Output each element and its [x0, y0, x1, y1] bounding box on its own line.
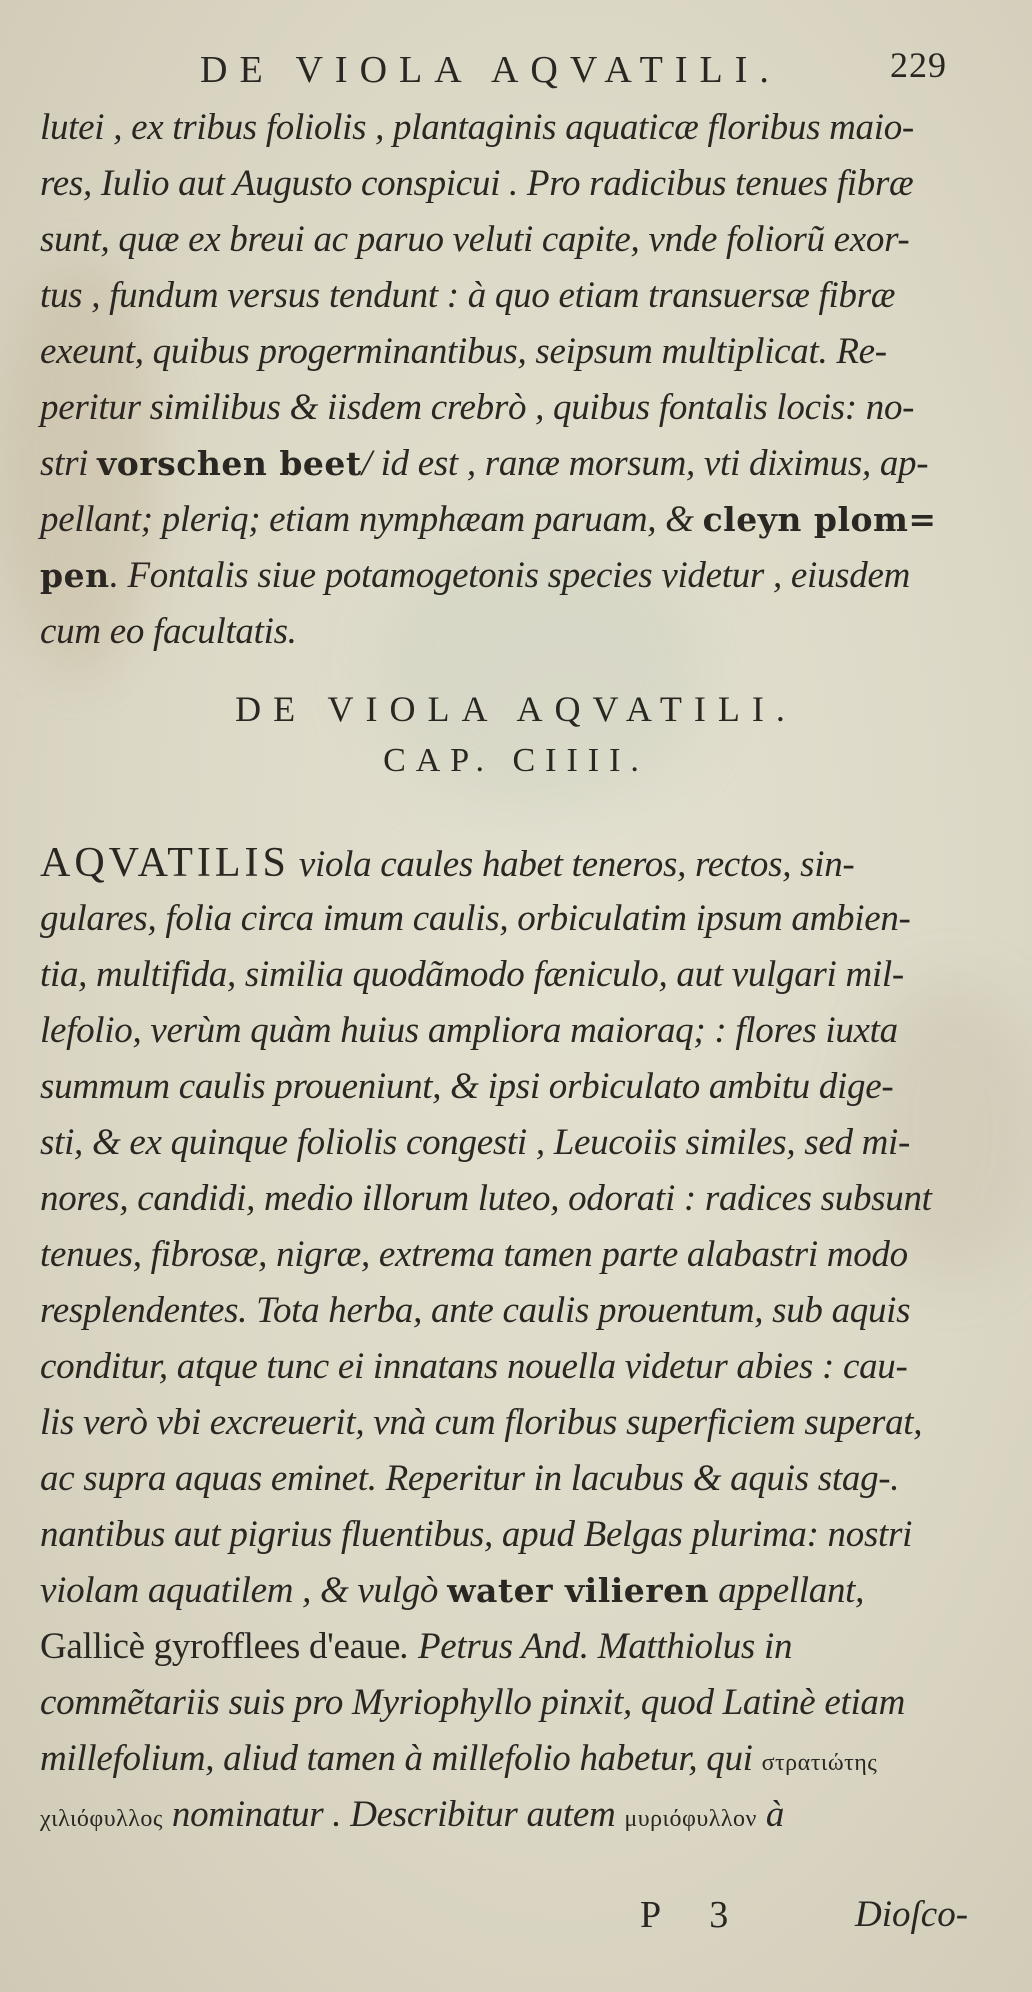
blackletter-vernacular: water vilieren	[447, 1571, 710, 1610]
opening-small-caps: AQVATILIS	[40, 840, 290, 886]
text-line: tenues, fibrosæ, nigræ, extrema tamen parte alabastri modo	[40, 1234, 908, 1275]
text-line: sti, & ex quinque foliolis congesti , Leucoiis similes, sed mi-	[40, 1122, 911, 1163]
text-line: sunt, quæ ex breui ac paruo veluti capite, vnde foliorũ exor-	[40, 219, 910, 260]
running-head-title: DE VIOLA AQVATILI.	[200, 49, 781, 91]
page-footer	[0, 1893, 1032, 1949]
greek-term: χιλιόφυλλος	[40, 1806, 163, 1832]
text-line: lis verò vbi excreuerit, vnà cum floribus superficiem superat,	[40, 1402, 923, 1443]
text-line: pen. Fontalis siue potamogetonis species videtur , eiusdem	[40, 555, 911, 596]
catchword: Dioſco-	[855, 1894, 969, 1935]
text-line: stri vorschen beet/ id est , ranæ morsum, vti diximus, ap-	[40, 443, 929, 484]
text-line: summum caulis proueniunt, & ipsi orbiculato ambitu dige-	[40, 1066, 894, 1107]
text-line: tus , fundum versus tendunt : à quo etiam transuersæ fibræ	[40, 275, 896, 316]
text-line: gulares, folia circa imum caulis, orbiculatim ipsum ambien-	[40, 898, 911, 939]
greek-term: στρατιώτης	[761, 1750, 878, 1776]
text-line: conditur, atque tunc ei innatans nouella videtur abies : cau-	[40, 1346, 908, 1387]
page-number: 229	[890, 45, 947, 85]
text-line: cum eo facultatis.	[40, 611, 297, 652]
text-line: ac supra aquas eminet. Reperitur in lacubus & aquis stag-.	[40, 1458, 900, 1499]
text-line: χιλιόφυλλος nominatur . Describitur autem μυριόφυλλον à	[40, 1794, 785, 1835]
text-line: tia, multifida, similia quodãmodo fæniculo, aut vulgari mil-	[40, 954, 904, 995]
blackletter-vernacular: cleyn plom=	[702, 500, 937, 539]
text-line: exeunt, quibus progerminantibus, seipsum multiplicat. Re-	[40, 331, 887, 372]
chapter-title: DE VIOLA AQVATILI.	[235, 689, 797, 729]
blackletter-vernacular: vorschen beet	[97, 444, 362, 483]
text-line: peritur similibus & iisdem crebrò , quibus fontalis locis: no-	[40, 387, 915, 428]
text-line: millefolium, aliud tamen à millefolio habetur, qui στρατιώτης	[40, 1738, 878, 1779]
signature-mark: P 3	[640, 1894, 749, 1936]
text-line: violam aquatilem , & vulgò water vilieren appellant,	[40, 1570, 865, 1611]
text-line: resplendentes. Tota herba, ante caulis prouentum, sub aquis	[40, 1290, 911, 1331]
chapter-number: CAP. CIIII.	[383, 742, 649, 779]
chapter-paragraph	[40, 835, 990, 1843]
text-line: Gallicè gyrofflees d'eaue. Petrus And. Matthiolus in	[40, 1626, 793, 1667]
text-line: pellant; pleriq; etiam nymphæam paruam, & cleyn plom=	[40, 499, 937, 540]
roman-french-name: Gallicè gyrofflees d'eaue	[40, 1626, 401, 1667]
blackletter-vernacular: pen	[40, 556, 110, 595]
text-line: lefolio, verùm quàm huius ampliora maioraq; : flores iuxta	[40, 1010, 898, 1051]
greek-term: μυριόφυλλον	[624, 1806, 757, 1832]
text-line: AQVATILIS viola caules habet teneros, rectos, sin-	[40, 840, 855, 886]
text-line: lutei , ex tribus foliolis , plantaginis aquaticæ floribus maio-	[40, 107, 914, 148]
text-line: res, Iulio aut Augusto conspicui . Pro radicibus tenues fibræ	[40, 163, 914, 204]
text-line: commẽtariis suis pro Myriophyllo pinxit, quod Latinè etiam	[40, 1682, 906, 1723]
paragraph-continued	[40, 100, 990, 660]
running-head	[0, 40, 1032, 100]
text-line: nores, candidi, medio illorum luteo, odorati : radices subsunt	[40, 1178, 932, 1219]
text-line: nantibus aut pigrius fluentibus, apud Belgas plurima: nostri	[40, 1514, 913, 1555]
